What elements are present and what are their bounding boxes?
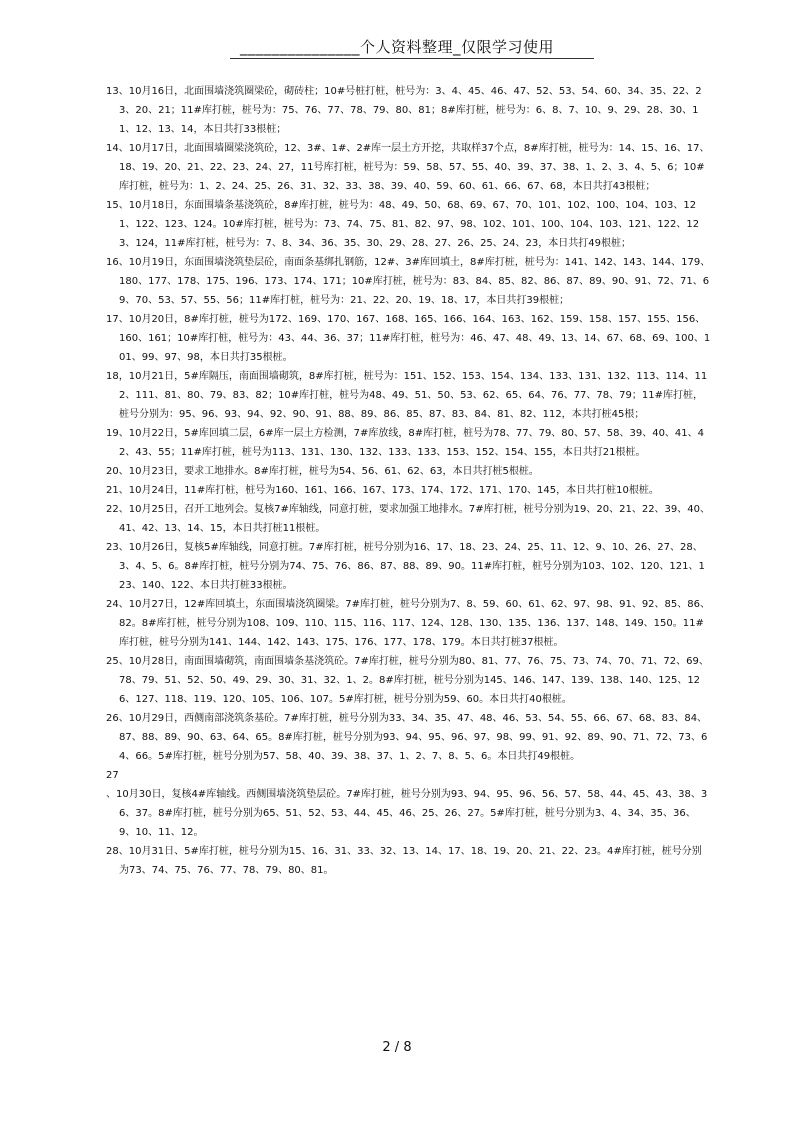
log-entry-28: 28、10月31日、5#库打桩，桩号分别为15、16、31、33、32、13、14、17、18、19、20、21、22、23。4#库打桩，桩号分别为73、74、75、76、77、78、79、80、81。: [106, 846, 702, 876]
log-entry-15: 15、10月18日，东面围墙条基浇筑砼，8#库打桩，桩号为：48、49、50、68、69、67、70、101、102、100、104、103、121、122、123、124。10#库打桩，桩号为：73、74、75、81、82、97、98、102、101、100、104、103、121、122、123、124，11#库打桩，桩号为：7、8、34、36、35、30、29、28、27、26、25、24、23，本日共打49根桩；: [106, 200, 700, 249]
log-entry-19: 19、10月22日，5#库回填二层，6#库一层土方检测，7#库放线，8#库打桩，桩号为78、77、79、80、57、58、39、40、41、42、43、55；11#库打桩，桩号为113、131、130、132、133、133、153、152、154、155，本日共打21根桩。: [106, 428, 705, 458]
log-entry-27-number: 27: [106, 770, 119, 781]
log-entry-24: 24、10月27日，12#库回填土，东面围墙浇筑圈梁。7#库打桩，桩号分别为7、8、59、60、61、62、97、98、91、92、85、86、82。8#库打桩，桩号分别为108、109、110、115、116、117、124、128、130、135、136、137、148、149、150。11#库打桩，桩号分别为141、144、142、143、175、176、177、178、179。本日共打桩37根桩。: [106, 599, 710, 648]
log-entry-18: 18，10月21日，5#库隔压，南面围墙砌筑，8#库打桩，桩号为：151、152、153、154、134、133、131、132、113、114、112、111、81、80、79、83、82；10#库打桩，桩号为48、49、51、50、53、62、65、64、76、77、78、79；11#库打桩，桩号分别为：95、96、93、94、92、90、91、88、89、86、85、87、83、84、81、82、112，本共打桩45根；: [106, 371, 708, 420]
log-entry-27: 、10月30日，复核4#库轴线。西侧围墙浇筑垫层砼。7#库打桩，桩号分别为93、94、95、96、56、57、58、44、45、43、38、36、37。8#库打桩，桩号分别为65、51、52、53、44、45、46、25、26、27。5#库打桩，桩号分别为3、4、34、35、36、9、10、11、12。: [106, 789, 708, 838]
log-entry-13: 13、10月16日，北面围墙浇筑圈梁砼，砌砖柱；10#号桩打桩，桩号为：3、4、45、46、47、52、53、54、60、34、35、22、23、20、21；11#库打桩，桩号为：75、76、77、78、79、80、81；8#库打桩，桩号为：6、8、7、10、9、29、28、30、11、12、13、14，本日共打33根桩；: [106, 86, 702, 135]
log-entry-25: 25、10月28日，南面围墙砌筑，南面围墙条基浇筑砼。7#库打桩，桩号分别为80、81、77、76、75、73、74、70、71、72、69、78、79、51、52、50、49、29、30、31、32、1、2。8#库打桩，桩号分别为145、146、147、139、138、140、125、126、127、118、119、120、105、106、107。5#库打桩，桩号分别为59、60。本日共打40根桩。: [106, 656, 709, 705]
log-entry-22: 22、10月25日，召开工地列会。复核7#库轴线，同意打桩，要求加强工地排水。7#库打桩，桩号分别为19、20、21、22、39、40、41、42、13、14、15，本日共打桩11根桩。: [106, 504, 711, 534]
log-entry-23: 23、10月26日，复核5#库轴线，同意打桩。7#库打桩，桩号分别为16、17、18、23、24、25、11、12、9、10、26、27、28、3、4、5、6。8#库打桩，桩号分别为74、75、76、86、87、88、89、90。11#库打桩，桩号分别为103、102、120、121、123、140、122、本日共打桩33根桩。: [106, 542, 705, 591]
log-entry-17: 17、10月20日，8#库打桩，桩号为172、169、170、167、168、165、166、164、163、162、159、158、157、155、156、160、161；10#库打桩，桩号为：43、44、36、37；11#库打桩，桩号为：46、47、48、49、13、14、67、68、69、100、101、99、97、98，本日共打35根桩。: [106, 314, 711, 363]
log-entry-21: 21、10月24日，11#库打桩，桩号为160、161、166、167、173、174、172、171、170、145，本日共打桩10根桩。: [106, 485, 659, 496]
page-header: _______________个人资料整理_仅限学习使用: [239, 38, 554, 56]
log-entry-16: 16、10月19日，东面围墙浇筑垫层砼，南面条基绑扎钢筋，12#、3#库回填土，8#库打桩，桩号为：141、142、143、144、179、180、177、178、175、196、173、174、171；10#库打桩，桩号为：83、84、85、82、86、87、89、90、91、72、71、69、70、53、57、55、56；11#库打桩，桩号为：21、22、20、19、18、17，本日共打39根桩；: [106, 257, 711, 306]
log-entries: [106, 82, 711, 880]
log-entry-20: 20、10月23日，要求工地排水。8#库打桩，桩号为54、56、61、62、63，本日共打桩5根桩。: [106, 466, 539, 477]
log-entry-26: 26、10月29日，西侧南部浇筑条基砼。7#库打桩，桩号分别为33、34、35、47、48、46、53、54、55、66、67、68、83、84、87、88、89、90、63、64、65。8#库打桩，桩号分别为93、94、95、96、97、98、99、91、92、89、90、71、72、73、64、66。5#库打桩，桩号分别为57、58、40、39、38、37、1、2、7、8、5、6。本日共打49根桩。: [106, 713, 708, 762]
page-number: 2 / 8: [382, 1040, 412, 1055]
log-entry-14: 14、10月17日，北面围墙圈梁浇筑砼，12、3#、1#、2#库一层土方开挖，共取样37个点，8#库打桩，桩号为：14、15、16、17、18、19、20、21、22、23、24、27，11号库打桩，桩号为：59、58、57、55、40、39、37、38、1、2、3、4、5、6；10#库打桩，桩号为：1、2、24、25、26、31、32、33、38、39、40、59、60、61、66、67、68，本日共打43根桩；: [106, 143, 710, 192]
header-underline: [230, 58, 594, 59]
